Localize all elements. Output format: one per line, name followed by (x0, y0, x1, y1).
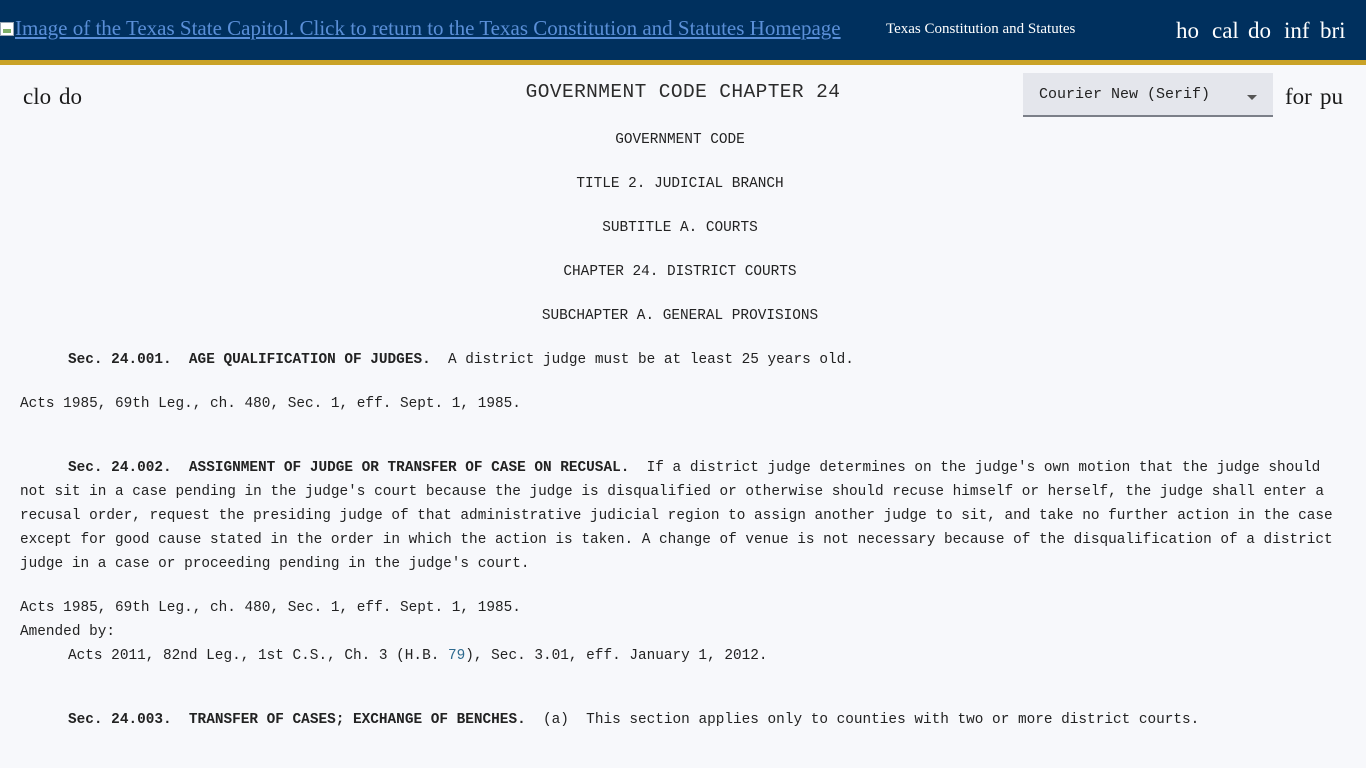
capitol-logo-alt-text: Image of the Texas State Capitol. Click to return to the Texas Constitution and Statutes Homepage (15, 16, 841, 40)
site-title: Texas Constitution and Statutes (886, 21, 1076, 37)
section-number: Sec. 24.001. (68, 352, 172, 368)
amendment-suffix: ), Sec. 3.01, eff. January 1, 2012. (465, 648, 768, 664)
section-24-001 (20, 348, 1340, 372)
section-heading: TRANSFER OF CASES; EXCHANGE OF BENCHES. (188, 712, 526, 728)
section-heading: AGE QUALIFICATION OF JUDGES. (188, 352, 431, 368)
section-history: Acts 1985, 69th Leg., ch. 480, Sec. 1, eff. Sept. 1, 1985. (20, 600, 521, 616)
section-body: (a) This section applies only to counties with two or more district courts. (543, 712, 1200, 728)
section-body: If a district judge determines on the judge's own motion that the judge should not sit in a case pending in the judge's court because the judge is disqualified or otherwise should recuse himself or herself, the judge shall enter a recusal order, request the presiding judge of that administrative judicial region to assign another judge to sit, and take no further action in the case except for good cause stated in the order in which the action is taken. A change of venue is not necessary because of the disqualification of a district judge in a case or proceeding pending in the judge's court. (20, 460, 1342, 572)
nav-item-brightness[interactable]: bri (1320, 18, 1346, 43)
main-nav (1176, 17, 1346, 45)
heading-title: TITLE 2. JUDICIAL BRANCH (576, 176, 784, 192)
document-toolbar (0, 65, 1366, 125)
download-button[interactable]: do (59, 84, 82, 109)
broken-image-icon (0, 22, 14, 36)
section-number: Sec. 24.002. (68, 460, 172, 476)
heading-subtitle: SUBTITLE A. COURTS (602, 220, 758, 236)
amendment-entry (20, 644, 1340, 668)
bill-link[interactable]: 79 (447, 648, 466, 664)
section-heading: ASSIGNMENT OF JUDGE OR TRANSFER OF CASE ON RECUSAL. (188, 460, 630, 476)
close-button[interactable]: clo (23, 84, 52, 109)
font-select-value: Courier New (Serif) (1039, 86, 1211, 103)
section-history: Acts 1985, 69th Leg., ch. 480, Sec. 1, eff. Sept. 1, 1985. (20, 396, 521, 412)
amendment-prefix: Acts 2011, 82nd Leg., 1st C.S., Ch. 3 (H.B. (68, 648, 448, 664)
nav-item-info[interactable]: inf (1284, 18, 1310, 43)
site-header (0, 0, 1366, 65)
format-button[interactable]: for (1285, 84, 1312, 109)
nav-item-download[interactable]: do (1248, 18, 1271, 43)
amended-by-label: Amended by: (20, 624, 115, 640)
section-24-002 (20, 456, 1340, 576)
heading-chapter: CHAPTER 24. DISTRICT COURTS (563, 264, 797, 280)
heading-code: GOVERNMENT CODE (615, 132, 745, 148)
nav-item-calendar[interactable]: cal (1212, 18, 1239, 43)
font-select[interactable] (1023, 73, 1273, 117)
chevron-down-icon (1247, 95, 1257, 100)
publish-button[interactable]: pu (1320, 84, 1343, 109)
nav-item-home[interactable]: ho (1176, 18, 1199, 43)
statute-content (20, 128, 1340, 732)
heading-subchapter: SUBCHAPTER A. GENERAL PROVISIONS (541, 308, 819, 324)
section-number: Sec. 24.003. (68, 712, 172, 728)
capitol-logo-link[interactable] (0, 16, 841, 41)
section-24-003 (20, 708, 1340, 732)
document-title: GOVERNMENT CODE CHAPTER 24 (525, 81, 841, 103)
section-body: A district judge must be at least 25 years old. (448, 352, 854, 368)
